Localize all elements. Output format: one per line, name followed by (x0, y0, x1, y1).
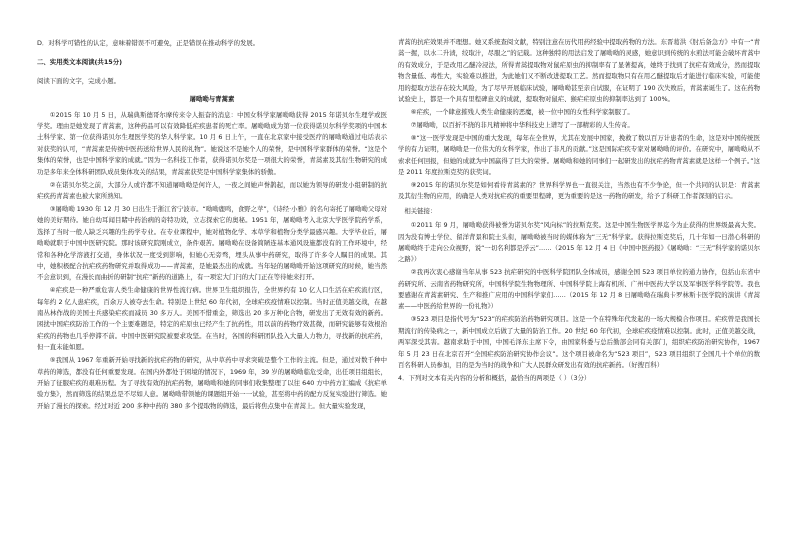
related-link-1: ①2011 年 9 月，屠呦呦获得被誉为诺贝尔奖“风向标”的拉斯克奖。这是中国生物医学界迄今为止获得的世界级最高大奖。因为没有博士学位、留洋背景和院士头衔，屠呦呦被当时的媒体称为“三无”科学家。获得拉斯克奖后，几十年如一日潜心科研的屠呦呦终于走向公众视野，说“一切名利都是浮云”……（2015 年 12 月 4 日《中国中医药报》《屠呦呦：“三无”科学家的诺贝尔之路》） (398, 221, 760, 264)
related-link-2: ②我再次衷心感谢当年从事 523 抗疟研究的中医科学院团队全体成员，感谢全国 523 项目单位的通力协作，包括山东省中药研究所、云南省药物研究所，中国科学院生物物理所、中国科学院上海有机所、广州中医药大学以及军事医学科学院等。我也要感谢在青蒿素研究、生产和推广应用的中国科学家们……（2015 年 12 月 8 日屠呦呦在瑞典卡罗林斯卡医学院的演讲《青蒿素——中医药给世界的一份礼物》） (398, 268, 760, 311)
article-paragraph-2: ②在诺贝尔奖之前，大部分人或许都不知道屠呦呦是何许人，一夜之间她声誉鹊起，而以她为领导的研发小组研制的抗疟疾药青蒿素也被大家所熟知。 (37, 180, 387, 200)
article-paragraph-4: ④疟疾是一种严重危害人类生命健康的世界性流行病。世界卫生组织报告，全世界约有 10 亿人口生活在疟疾流行区，每年约 2 亿人患疟疾，百余万人被夺去生命。特别是上世纪 60 年代初，全球疟疾疫情难以控制。当时正值美越交战，在越南丛林作战的美国士兵感染疟疾而减员 30 多万人。美国不惜重金，筛选出 20 多万种化合物，研发出了无效有效的新药。困扰中国疟疾防治工作的一个主要难题是，特定的疟原虫已经产生了抗药性，用以前的药物疗效甚微，而研究能够有效根治疟疾的药物也几乎停滞不前。中国中医研究院被要求攻坚。在当时，各国的科研团队投入大量人力物力，寻找新的抗疟药，但一直未能如愿。 (37, 286, 387, 352)
article-paragraph-9: ⑨2015 年的诺贝尔奖是如何看待青蒿素的？世界科学界也一直很关注，当然也有不少争论，但一个共同的认识是：青蒿素及其衍生物的应用，的确是人类对抗疟疾的重要里程碑，更为重要的是这一药物的研发，给予了科研工作者深刻的启示。 (398, 180, 760, 201)
article-paragraph-5-text: ⑤我国从 1967 年重新开始寻找新的抗疟药物的研究，从中草药中寻求突破是整个工作的主流。但是，通过对数千种中草药的筛选，都没有任何重要发现。在国内外都处于困境的情况下，1969 年，39 岁的屠呦呦临危受命，出任项目组组长，开始了征服疟疾的艰难历程。为了寻找有效的抗疟药物，屠呦呦和她的同事们收集整理了以往 640 方中药方汇编成《抗疟单验方集》，然而筛选的结果总是不尽如人意。屠呦呦带领她的课题组开始一一试验，甚至将中药的配方反复实验进行筛选。 (37, 356, 387, 399)
question-4: 4．下列对文本有关内容的分析和概括，最恰当的两项是（ ）（3分） (398, 374, 591, 383)
article-paragraph-6: ⑥疟疾，一个肆意摧残人类生命健康的恶魔，被一位中国的女性科学家制服了。 (410, 107, 634, 116)
article-title: 屠呦呦与青蒿素 (189, 95, 235, 104)
article-paragraph-7: ⑦屠呦呦，以百折不挠的非凡精神将中华科技史上谱写了一部精彩的人生传奇。 (410, 120, 634, 129)
article-paragraph-1: ①2015 年 10 月 5 日，从瑞典斯德哥尔摩传来令人振奋的消息：中国女科学家屠呦呦获得 2015 年诺贝尔生理学或医学奖。理由是她发现了青蒿素，这种药品可以有效降低疟疾患者的死亡率。屠呦呦成为第一位获得诺贝尔科学奖项的中国本土科学家、第一位获得诺贝尔生理医学奖的华人科学家。10 月 6 日上午，一直在北京家中接受医疗的屠呦呦通过电话表示对获奖的认可，“青蒿素是传统中医药送给世界人民的礼物”。她说这不是她个人的荣誉，是中国科学家群体的荣誉。“这是个集体的荣誉，也是中国科学家的成就。”因为一名科技工作者，获得诺贝尔奖是一项很大的荣誉，青蒿素及其衍生物研究的成功是多年来全体科研团队成员集体攻关的结果，青蒿素获奖是中国科学家集体的骄傲。 (37, 110, 387, 176)
right-column (398, 37, 760, 386)
article-paragraph-5-tail: 她开始了漫长的探索。经过对近 200 多种中药的 380 多个提取物的筛选，最后将焦点集中在青蒿上。但大量实验发现， (37, 390, 387, 410)
article-paragraph-5 (37, 355, 387, 412)
reading-instruction: 阅读下面的文字，完成小题。 (37, 76, 121, 85)
option-d: D．对科学可错性的认定，意味着错误不可避免，正是错误在推动科学的发展。 (37, 39, 260, 47)
related-links-label: 相关链接： (404, 206, 437, 215)
article-paragraph-5-continued: 青蒿的抗疟效果并不理想。她又系统查阅文献，特别注意在历代用药经验中提取药物的方法。东晋葛洪《肘后备急方》中有一“青蒿一握，以水二升渍，绞取汁，尽服之”的记载。这种独特的用法启发了屠呦呦的灵感，她意识到传统的水煎法可能会破坏青蒿中的有效成分，于是改用乙醚冷浸法，所得青蒿提取物对鼠疟原虫的抑制率有了显著提高，她终于找到了抗疟有效成分，然而提取物含量低、毒性大，实验难以推进，为此她们又不断改进提取工艺。然而提取物只有在用乙醚提取后才能进行临床实验，可能使用的提取方法存在较大风险，为了尽早开展临床试验，屠呦呦甚至亲自试服，在证明了 190 次失败后，青蒿素诞生了。这在药物试验史上，都是一个具有里程碑意义的成就，提取物对鼠疟、猴疟疟原虫的抑制率达到了 100%。 (398, 38, 760, 104)
article-paragraph-8: ⑧“这一医学发现是中国的重大发现，每年在全世界，尤其在发展中国家，挽救了数以百万计患者的生命，这是对中国传统医学的有力证明，屠呦呦是一位伟大的女科学家，作出了非凡的贡献。”这是国际疟疾专家对屠呦呦的评价。在研究中，屠呦呦从不索求任何回报，但她的成就为中国赢得了巨大的荣誉。屠呦呦和她的同事们一起研发出的抗疟药物青蒿素就是这样一个例子。”这是 2011 年度拉斯克奖的获奖词。 (398, 133, 760, 176)
left-column (37, 38, 387, 414)
section-title: 二、实用类文本阅读(共15分) (37, 58, 123, 67)
article-paragraph-3: ③屠呦呦 1930 年 12 月 30 日出生于浙江省宁波市。“呦呦鹿鸣，食野之苹”，《诗经·小雅》的名句寄托了屠呦呦父母对她的美好期待。她自幼耳闻目睹中药治病的奇特功效，立志探索它的奥秘。1951 年，屠呦呦考入北京大学医学院药学系，选择了当时一般人缺乏兴趣的生药学专业。在专业课程中，她对植物化学、本草学和植物分类学最感兴趣。大学毕业后，屠呦呦就职于中国中医研究院。那时该研究院刚成立，条件艰苦。屠呦呦在设备简陋连基本通风设施都没有的工作环境中，经常和各种化学溶液打交道，身体状况一度受到影响，但她心无旁骛，埋头从事中药研究，取得了许多令人瞩目的成果。其中，她积极配合抗疟疾药物研究并取得成功——青蒿素，是她最杰出的成就。当年轻的屠呦呦开始这项研究的时候，她当然不会意识到，在漫长而曲折的研制“抗疟”新药的道路上，有一项宏大门闩的大门正在等待她来打开。 (37, 204, 387, 282)
related-link-3: ③523 项目是指代号为“523”的疟疾防治药物研究项目。这是一个在特殊年代发起的一场大规模合作项目。疟疾曾是我国长期流行的传染病之一，新中国成立后做了大量的防治工作。20 世纪 60 年代初，全球疟疾疫情难以控制。此时，正值美越交战，两军深受其害。越南求助于中国，中国毛泽东主席下令，由国家科委与总后勤部会同有关部门，组织疟疾防治研究协作，1967 年 5 月 23 日在北京召开“全国疟疾防治研究协作会议”。这个项目被命名为“523 项目”，523 项目组织了全国几十个单位的数百名科研人员参加，目的是为当时的战争和广大人民群众研发出有效的抗疟新药。（好搜百科） (398, 315, 760, 369)
